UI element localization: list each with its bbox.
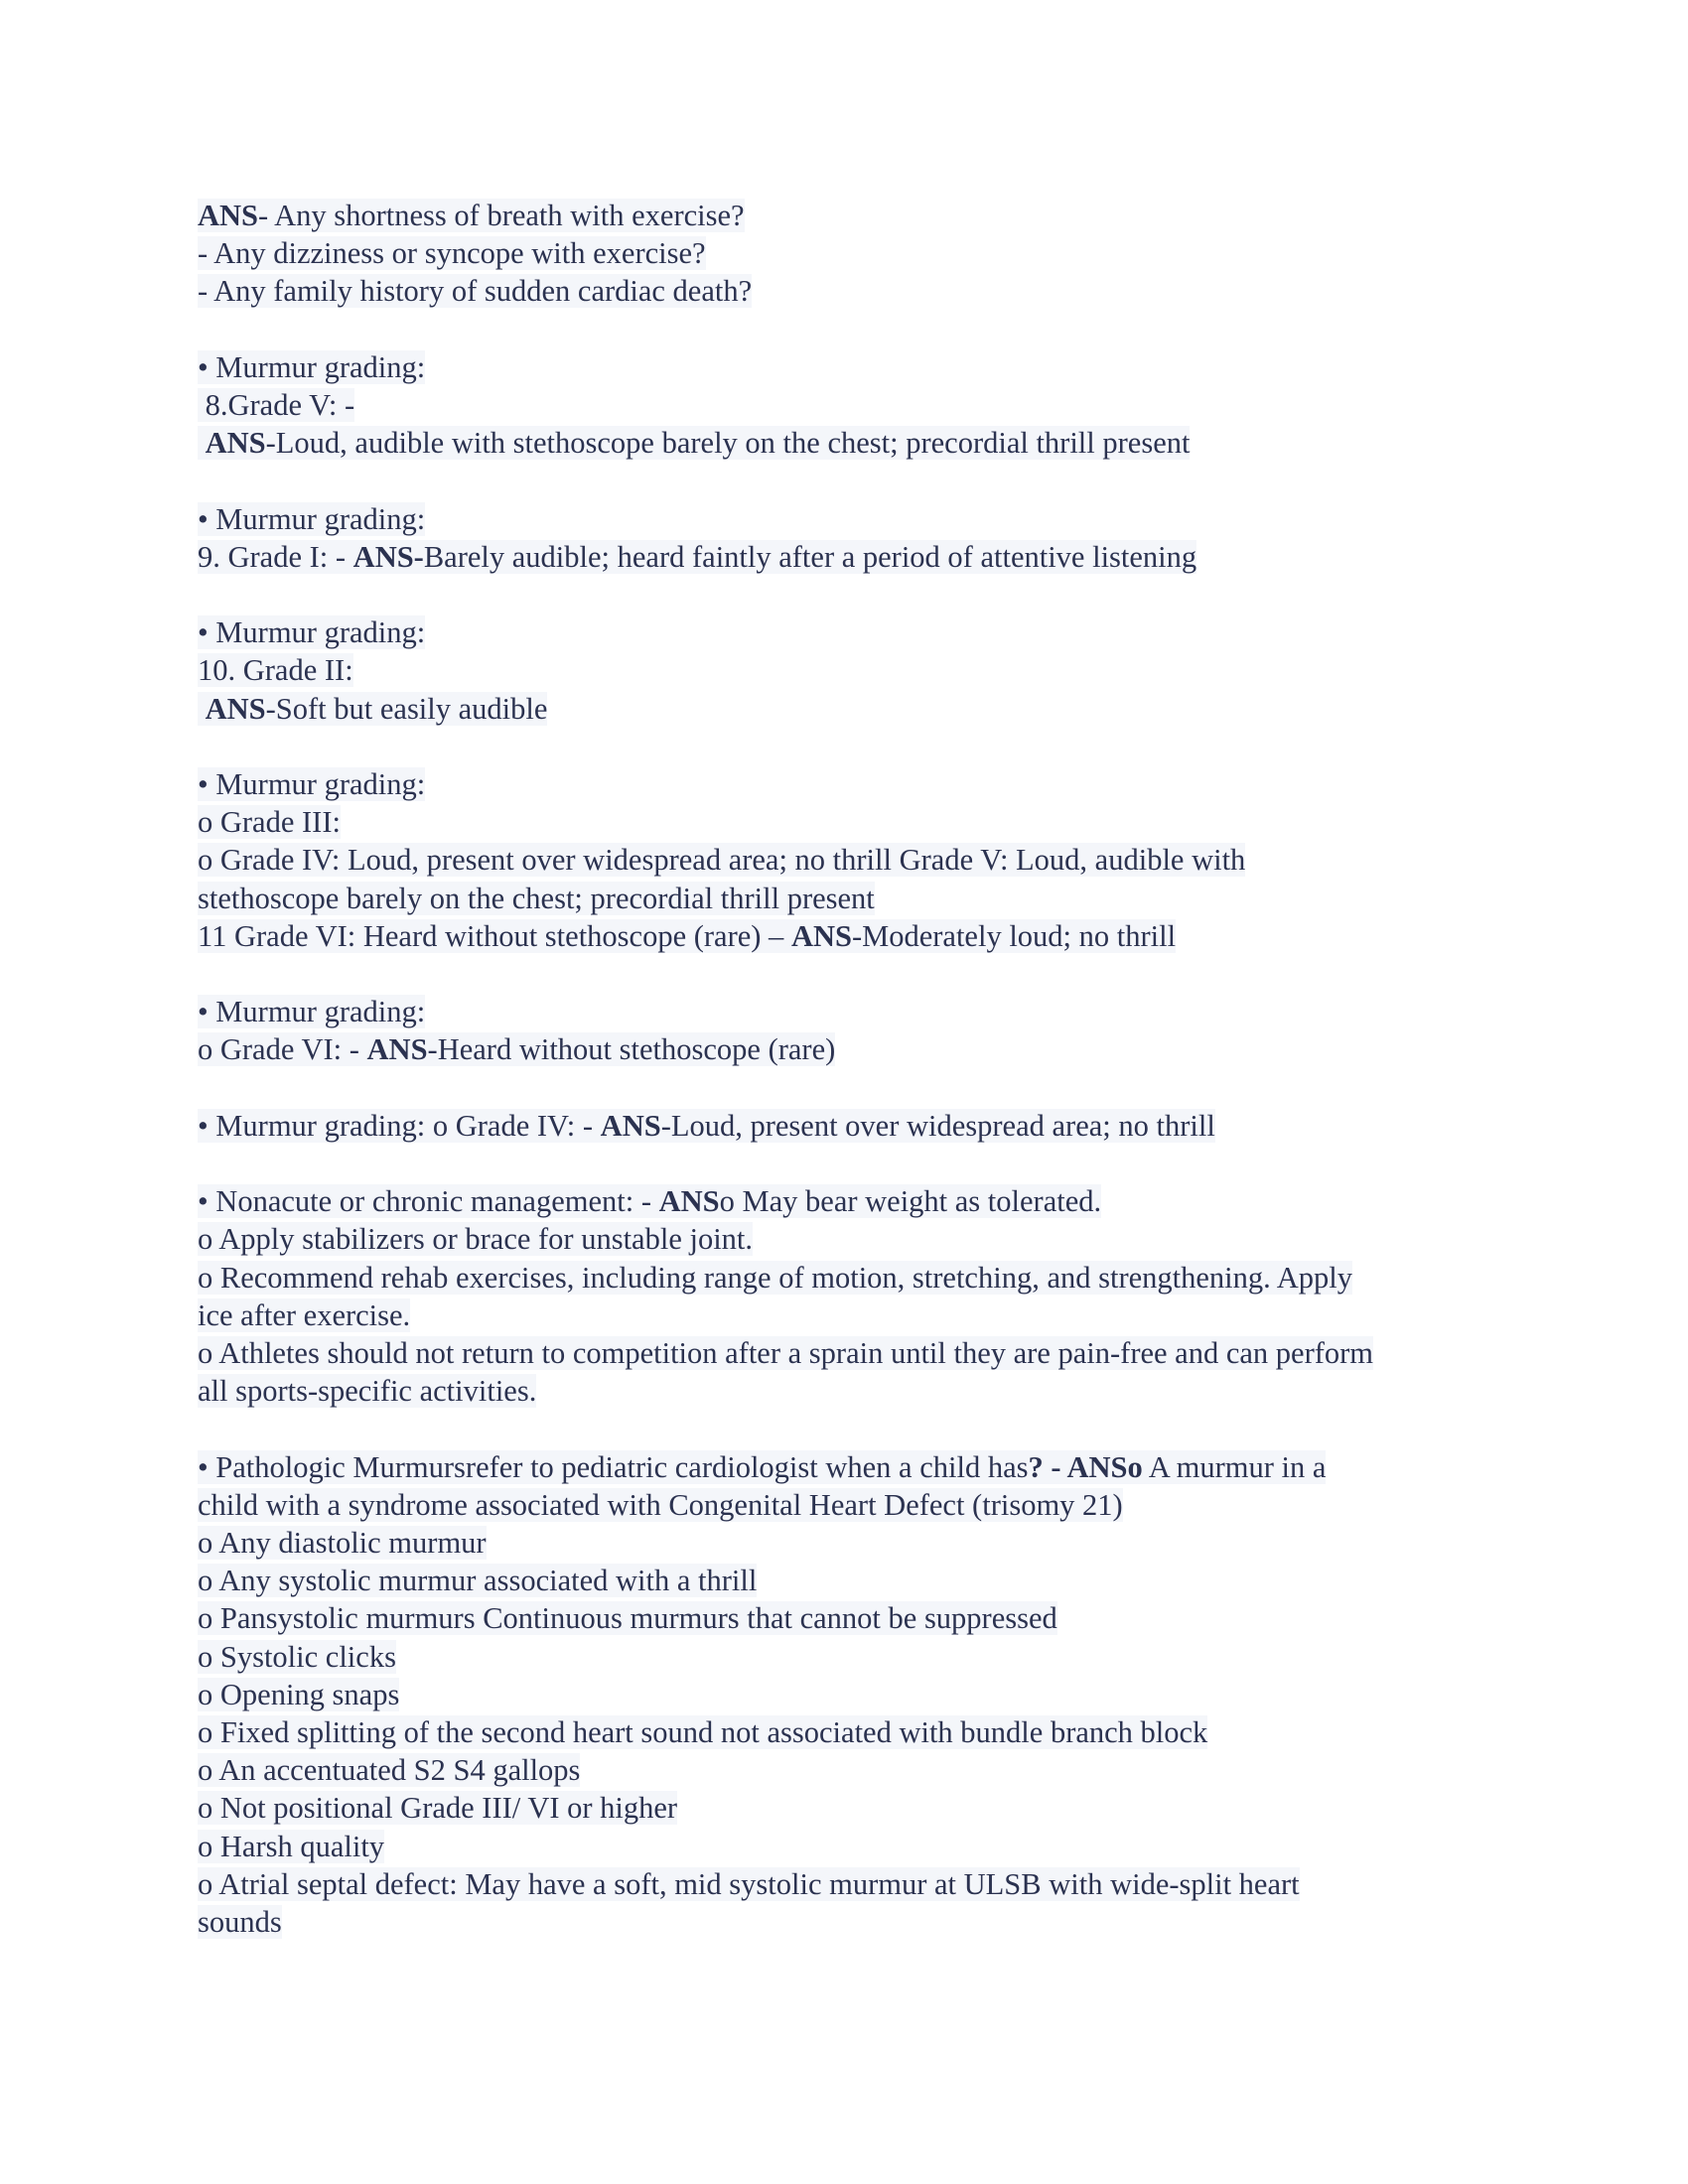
line-highlight — [198, 1450, 1326, 1484]
text-run: all sports-specific activities. — [198, 1374, 537, 1409]
line-highlight — [198, 540, 1196, 574]
text-line — [198, 690, 1508, 728]
text-run: o An accentuated S2 S4 gallops — [198, 1753, 581, 1788]
text-run — [198, 692, 206, 726]
text-run: o Harsh quality — [198, 1829, 385, 1863]
text-line — [198, 1334, 1508, 1372]
text-run: o Atrial septal defect: May have a soft, mid systolic murmur at ULSB with wide-split heart — [198, 1866, 1300, 1901]
text-run: -Heard without stethoscope (rare) — [427, 1032, 836, 1067]
line-highlight — [198, 1753, 580, 1787]
text-line — [198, 841, 1508, 879]
line-highlight — [198, 1905, 282, 1939]
text-run: o Pansystolic murmurs Continuous murmurs that cannot be suppressed — [198, 1601, 1057, 1636]
text-run: o Grade IV: Loud, present over widespread area; no thrill Grade V: Loud, audible with — [198, 843, 1246, 878]
text-run: 10. Grade II: — [198, 653, 353, 688]
text-line — [198, 1486, 1508, 1524]
text-line — [198, 272, 1508, 310]
text-run: • Murmur grading: — [198, 995, 426, 1029]
text-run: • Murmur grading: — [198, 766, 426, 801]
text-line — [198, 993, 1508, 1030]
line-highlight — [198, 426, 1190, 460]
text-line — [198, 234, 1508, 272]
line-highlight — [198, 199, 745, 232]
text-line — [198, 1524, 1508, 1562]
text-block-grade-iv — [198, 1107, 1508, 1145]
text-run: - Any shortness of breath with exercise? — [258, 199, 745, 232]
line-highlight — [198, 502, 425, 536]
text-run: - Any dizziness or syncope with exercise? — [198, 236, 706, 271]
line-highlight — [198, 1298, 410, 1332]
text-line — [198, 765, 1508, 803]
text-line — [198, 917, 1508, 955]
text-line — [198, 651, 1508, 689]
text-run: • Murmur grading: o Grade IV: - — [198, 1108, 601, 1143]
line-highlight — [198, 882, 875, 915]
text-run: 8.Grade V: - — [198, 388, 355, 422]
line-highlight — [198, 1715, 1207, 1749]
answer-label: ANS — [205, 691, 266, 726]
text-line — [198, 1865, 1508, 1903]
text-line — [198, 1448, 1508, 1486]
line-highlight — [198, 1678, 399, 1711]
answer-label: ANS- — [352, 539, 424, 574]
text-run: 9. Grade I: - — [198, 539, 353, 574]
line-highlight — [198, 1488, 1123, 1522]
text-line — [198, 1676, 1508, 1713]
line-highlight — [198, 1336, 1373, 1370]
line-highlight — [198, 1867, 1300, 1901]
line-highlight — [198, 236, 706, 270]
text-line — [198, 1030, 1508, 1068]
line-highlight — [198, 1564, 757, 1597]
line-highlight — [198, 1830, 384, 1863]
line-highlight — [198, 1374, 536, 1408]
text-run: • Murmur grading: — [198, 615, 426, 650]
line-highlight — [198, 1184, 1101, 1218]
text-run — [198, 426, 206, 460]
text-block-pathologic-murmurs — [198, 1448, 1508, 1942]
text-line — [198, 614, 1508, 651]
text-line — [198, 1751, 1508, 1789]
text-run: Barely audible; heard faintly after a period of attentive listening — [423, 539, 1197, 574]
text-run: ice after exercise. — [198, 1297, 411, 1332]
text-line — [198, 1562, 1508, 1599]
text-line — [198, 1903, 1508, 1941]
text-run: o Opening snaps — [198, 1677, 400, 1711]
text-run: o Fixed splitting of the second heart sound not associated with bundle branch block — [198, 1715, 1208, 1749]
text-run: -Soft but easily audible — [265, 691, 548, 726]
text-line — [198, 1297, 1508, 1334]
line-highlight — [198, 805, 341, 839]
line-highlight — [198, 1791, 677, 1825]
text-line — [198, 500, 1508, 538]
text-run: • Murmur grading: — [198, 349, 426, 384]
line-highlight — [198, 843, 1245, 877]
text-line — [198, 880, 1508, 917]
line-highlight — [198, 919, 1176, 953]
text-run: -Loud, present over widespread area; no thrill — [660, 1108, 1215, 1143]
text-run: o Apply stabilizers or brace for unstable joint. — [198, 1222, 754, 1257]
text-block-grade-i — [198, 500, 1508, 576]
text-line — [198, 538, 1508, 576]
answer-label: ANS — [658, 1184, 720, 1219]
text-run: A murmur in a — [1142, 1449, 1327, 1484]
line-highlight — [198, 1526, 487, 1560]
line-highlight — [198, 767, 425, 801]
text-line — [198, 803, 1508, 841]
text-line — [198, 1182, 1508, 1220]
answer-label: ? - ANSo — [1028, 1449, 1143, 1484]
line-highlight — [198, 1222, 753, 1256]
line-highlight — [198, 1109, 1215, 1143]
text-block-grade-iii — [198, 765, 1508, 955]
text-run: o Not positional Grade III/ VI or higher — [198, 1791, 678, 1826]
text-run: o Grade VI: - — [198, 1032, 367, 1067]
text-line — [198, 197, 1508, 234]
answer-label: ANS — [600, 1108, 661, 1143]
text-run: o May bear weight as tolerated. — [719, 1184, 1102, 1219]
text-line — [198, 1107, 1508, 1145]
text-line — [198, 1372, 1508, 1410]
answer-label: ANS — [366, 1032, 428, 1067]
text-run: o Grade III: — [198, 805, 341, 840]
text-line — [198, 386, 1508, 424]
text-line — [198, 1259, 1508, 1297]
line-highlight — [198, 1261, 1352, 1295]
line-highlight — [198, 995, 425, 1028]
text-line — [198, 348, 1508, 386]
text-block-chronic-management — [198, 1182, 1508, 1410]
line-highlight — [198, 388, 354, 422]
text-run: sounds — [198, 1905, 282, 1940]
text-run: o Any systolic murmur associated with a thrill — [198, 1564, 758, 1598]
text-line — [198, 1828, 1508, 1865]
text-run: stethoscope barely on the chest; precordial thrill present — [198, 881, 875, 915]
text-run: -Loud, audible with stethoscope barely on the chest; precordial thrill present — [265, 426, 1191, 461]
line-highlight — [198, 692, 547, 726]
text-run: • Nonacute or chronic management: - — [198, 1184, 659, 1219]
line-highlight — [198, 274, 752, 308]
text-line — [198, 424, 1508, 462]
text-line — [198, 1220, 1508, 1258]
text-line — [198, 1599, 1508, 1637]
text-block-grade-ii — [198, 614, 1508, 728]
document-page — [198, 197, 1508, 1979]
text-block-grade-vi — [198, 993, 1508, 1068]
text-run: child with a syndrome associated with Congenital Heart Defect (trisomy 21) — [198, 1487, 1123, 1522]
text-run: • Pathologic Murmursrefer to pediatric cardiologist when a child has — [198, 1449, 1029, 1484]
line-highlight — [198, 1032, 835, 1066]
text-run: o Athletes should not return to competition after a sprain until they are pain-free and can perform — [198, 1335, 1374, 1370]
text-block-exercise-questions — [198, 197, 1508, 311]
text-run: -Moderately loud; no thrill — [851, 918, 1177, 953]
text-run: o Recommend rehab exercises, including range of motion, stretching, and strengthening. Apply — [198, 1260, 1352, 1295]
answer-label: ANS — [198, 199, 259, 232]
line-highlight — [198, 1640, 396, 1674]
line-highlight — [198, 615, 425, 649]
answer-label: ANS — [205, 426, 266, 461]
line-highlight — [198, 1601, 1057, 1635]
text-run: 11 Grade VI: Heard without stethoscope (rare) – — [198, 918, 791, 953]
text-line — [198, 1789, 1508, 1827]
line-highlight — [198, 350, 425, 384]
answer-label: ANS — [790, 918, 852, 953]
line-highlight — [198, 653, 353, 687]
text-run: o Systolic clicks — [198, 1639, 396, 1674]
text-line — [198, 1638, 1508, 1676]
text-run: • Murmur grading: — [198, 501, 426, 536]
text-run: - Any family history of sudden cardiac death? — [198, 274, 753, 309]
text-run: o Any diastolic murmur — [198, 1525, 487, 1560]
text-line — [198, 1713, 1508, 1751]
text-block-grade-v — [198, 348, 1508, 463]
